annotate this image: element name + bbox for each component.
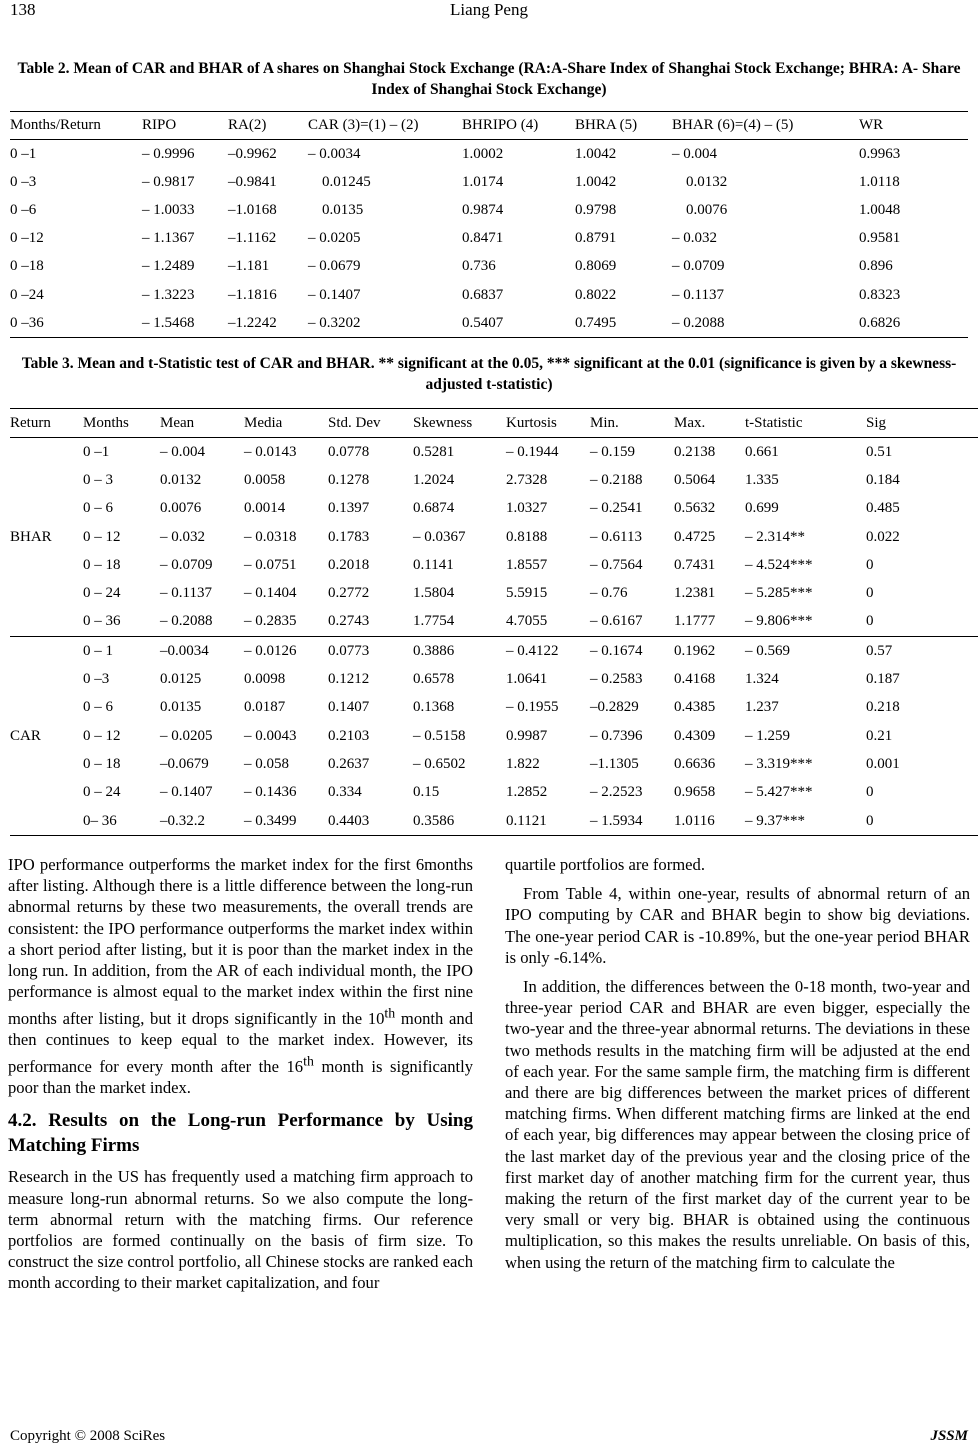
table-cell: – 0.0709	[672, 258, 725, 275]
table3	[10, 408, 978, 836]
table-cell: 1.0118	[859, 173, 900, 190]
table-cell: –0.0679	[160, 755, 209, 772]
table-cell: – 0.2835	[244, 613, 297, 630]
table-cell: – 3.319***	[745, 755, 813, 772]
table-cell: 0.51	[866, 443, 893, 460]
table-row	[10, 608, 978, 637]
table-cell: – 0.5158	[413, 727, 466, 744]
table-cell: 0.187	[866, 671, 900, 688]
table3-group-bhar	[10, 438, 978, 637]
table-cell: –1.1816	[228, 286, 277, 303]
table-cell: 0 –1	[83, 443, 110, 460]
table-cell: – 0.569	[745, 642, 790, 659]
table-cell: 0.0058	[244, 471, 286, 488]
table-cell: – 0.0679	[308, 258, 361, 275]
table-cell: 4.7055	[506, 613, 548, 630]
page-number: 138	[10, 0, 36, 19]
table-cell: – 0.004	[160, 443, 205, 460]
table-cell: – 0.1407	[308, 286, 361, 303]
paragraph: quartile portfolios are formed.	[505, 855, 705, 874]
table-cell: 0.6578	[413, 671, 455, 688]
table2-column-header: Months/Return	[10, 117, 101, 133]
table-cell: 0 – 24	[83, 585, 121, 602]
table3-column-header: Sig	[866, 414, 887, 431]
table-cell: 0.2018	[328, 556, 370, 573]
table-cell: – 1.5468	[142, 314, 195, 331]
table-cell: 0.01245	[322, 173, 371, 190]
table2-column-header: WR	[859, 117, 884, 133]
table-cell: 0.0187	[244, 699, 286, 716]
table-cell: – 0.032	[672, 230, 717, 247]
table-cell: 0.699	[745, 500, 779, 517]
table-cell: 0.8069	[575, 258, 617, 275]
table-cell: 1.7754	[413, 613, 455, 630]
table-cell: 0 – 6	[83, 500, 113, 517]
table-cell: 0.2637	[328, 755, 370, 772]
table-cell: 0.0076	[686, 201, 728, 218]
table-cell: 0.2103	[328, 727, 370, 744]
table-cell: 1.0002	[462, 145, 504, 162]
table2-column-header: RA(2)	[228, 117, 267, 133]
table-cell: 0.2138	[674, 443, 716, 460]
table-cell: 0.0125	[160, 671, 202, 688]
table-cell: 0 – 6	[83, 699, 113, 716]
table-row	[10, 722, 978, 750]
table-cell: – 0.004	[672, 145, 717, 162]
table2-caption: Table 2. Mean of CAR and BHAR of A shares on Shanghai Stock Exchange (RA:A-Share Index of Shanghai Stock Exchange; BHRA: A- Share Index of Shanghai Stock Exchange)	[17, 60, 961, 98]
table-cell: – 0.1137	[160, 585, 212, 602]
table-cell: 0 –18	[10, 258, 44, 275]
paragraph: In addition, the differences between the 0-18 month, two-year and three-year period CAR and BHAR are even bigger, especially the two-year and the three-year abnormal returns. The deviations in these two methods results in the matching firm will be adjusted at the end of each year. For the same sample firm, the matching firm is different and there are big differences between the market prices of different matching firms. When different matching firms are linked at the end of each year, big differences may appear between the closing price of the last market day of the previous year and the closing price of the first market day of another matching firm for the current year, thus making the return of the first market day of the current year to be very small or very big. BHAR is obtained using the continuous multiplication, so this makes the results unreliable. On basis of this, when using the return of the matching firm to calculate the	[505, 977, 970, 1272]
table-cell: 0 –3	[10, 173, 37, 190]
table-cell: 0.6837	[462, 286, 504, 303]
table-cell: –1.0168	[228, 201, 277, 218]
table-cell: 0.2772	[328, 585, 370, 602]
table-cell: 0.1141	[413, 556, 454, 573]
table-cell: 0.4403	[328, 812, 370, 829]
table-cell: 1.0174	[462, 173, 504, 190]
table-cell: – 0.7396	[590, 727, 643, 744]
table-row	[10, 438, 978, 467]
table-cell: – 0.3499	[244, 812, 297, 829]
table-cell: – 0.1137	[672, 286, 724, 303]
table-cell: 0 –3	[83, 671, 110, 688]
table-cell: 0.1121	[506, 812, 547, 829]
table-cell: – 4.524***	[745, 556, 813, 573]
table-cell: 1.1777	[674, 613, 716, 630]
table-cell: – 0.0367	[413, 528, 466, 545]
table-cell: 0.0014	[244, 500, 286, 517]
table-cell: 0	[866, 556, 874, 573]
paragraph: Research in the US has frequently used a matching firm approach to measure long-run abnormal returns. So we also compute the long-term abnormal return with the matching firms. Our reference portfolios are formed continually on the basis of firm size. To construct the size control portfolio, all Chinese stocks are ranked each month according to their market capitalization, and four	[8, 1167, 473, 1293]
table-cell: 1.335	[745, 471, 779, 488]
table-cell: 0.9581	[859, 230, 901, 247]
table-cell: – 9.806***	[745, 613, 813, 630]
table-cell: 0.9987	[506, 727, 548, 744]
table-cell: 0.2743	[328, 613, 370, 630]
table-cell: 0 – 1	[83, 642, 113, 659]
table-cell: 0.0132	[686, 173, 728, 190]
table-cell: 0.485	[866, 500, 900, 517]
table-cell: 1.0116	[674, 812, 715, 829]
table2-column-header: RIPO	[142, 117, 177, 133]
table-cell: 0.8188	[506, 528, 548, 545]
table-cell: – 0.76	[590, 585, 628, 602]
table-cell: 0 –1	[10, 145, 37, 162]
table-cell: 0	[866, 784, 874, 801]
table-cell: 0.0773	[328, 642, 370, 659]
table-cell: 0.6874	[413, 500, 455, 517]
journal-abbrev: JSSM	[930, 1428, 968, 1444]
table-cell: 0.1407	[328, 699, 370, 716]
table-cell: –1.1162	[228, 230, 277, 247]
table-cell: – 0.1407	[160, 784, 213, 801]
table2-column-header: CAR (3)=(1) – (2)	[308, 117, 419, 133]
table-cell: 0.9963	[859, 145, 901, 162]
table-cell: 0.5281	[413, 443, 455, 460]
table-row	[10, 750, 978, 778]
table-cell: 0.7431	[674, 556, 716, 573]
table-cell: 0.0135	[160, 699, 202, 716]
table-cell: 0.334	[328, 784, 362, 801]
table-row	[10, 637, 978, 666]
table-cell: 0.0076	[160, 500, 202, 517]
table-cell: 0.218	[866, 699, 900, 716]
table-cell: 0.1212	[328, 671, 370, 688]
table-cell: 1.237	[745, 699, 779, 716]
table-cell: – 0.2188	[590, 471, 643, 488]
table-cell: –1.2242	[228, 314, 277, 331]
table-cell: – 1.259	[745, 727, 790, 744]
table-cell: 0– 36	[83, 812, 117, 829]
table-row	[10, 523, 978, 551]
table-cell: 0.9798	[575, 201, 617, 218]
table-cell: 0.9874	[462, 201, 504, 218]
table-cell: – 5.285***	[745, 585, 813, 602]
table-cell: – 0.1944	[506, 443, 559, 460]
left-column	[8, 854, 473, 1302]
table-cell: 2.7328	[506, 471, 548, 488]
table-cell: 0	[866, 812, 874, 829]
table3-column-header: Media	[244, 414, 283, 431]
table-cell: 1.0042	[575, 145, 617, 162]
table-cell: – 0.2583	[590, 671, 643, 688]
table3-column-header: Kurtosis	[506, 414, 557, 431]
table-cell: 1.0641	[506, 671, 548, 688]
table2-column-header: BHAR (6)=(4) – (5)	[672, 117, 794, 133]
table-row	[10, 253, 968, 281]
table-cell: – 1.2489	[142, 258, 195, 275]
table-cell: – 0.1404	[244, 585, 297, 602]
table-cell: – 0.058	[244, 755, 289, 772]
table-cell: – 0.0751	[244, 556, 297, 573]
table-cell: 0 – 36	[83, 613, 121, 630]
table-cell: – 0.0034	[308, 145, 361, 162]
table-cell: 0.8471	[462, 230, 504, 247]
table2-body	[10, 140, 968, 338]
table3-column-header: Mean	[160, 414, 195, 431]
table-cell: – 0.6167	[590, 613, 643, 630]
table-cell: 0.5632	[674, 500, 716, 517]
table-cell: 0.661	[745, 443, 779, 460]
table-row	[10, 807, 978, 836]
table-cell: – 0.4122	[506, 642, 559, 659]
table-cell: – 0.159	[590, 443, 635, 460]
table-cell: 0 – 12	[83, 727, 121, 744]
table-cell: 0 – 24	[83, 784, 121, 801]
table-cell: 1.324	[745, 671, 779, 688]
table-cell: – 0.1436	[244, 784, 297, 801]
table-row	[10, 309, 968, 338]
table-cell: – 0.0205	[160, 727, 213, 744]
table-cell: 1.0042	[575, 173, 617, 190]
table-cell: 0.4385	[674, 699, 716, 716]
table-cell: 0.3886	[413, 642, 455, 659]
table3-header-row	[10, 409, 978, 438]
table-cell: – 0.0318	[244, 528, 297, 545]
table3-group-car	[10, 637, 978, 836]
table-cell: 1.2852	[506, 784, 548, 801]
table-cell: 0 –24	[10, 286, 44, 303]
table-cell: – 0.6113	[590, 528, 642, 545]
table-row	[10, 579, 978, 607]
table-cell: 0.1397	[328, 500, 370, 517]
table-cell: 0 –6	[10, 201, 37, 218]
table-cell: –0.9962	[228, 145, 277, 162]
return-type-label: BHAR	[10, 528, 52, 545]
table-cell: 0 –36	[10, 314, 44, 331]
table-cell: 1.0327	[506, 500, 548, 517]
table-cell: 1.0048	[859, 201, 901, 218]
table3-column-header: Return	[10, 414, 51, 431]
table-cell: 0 – 18	[83, 755, 121, 772]
table-cell: 0.1783	[328, 528, 370, 545]
table-cell: 0.022	[866, 528, 900, 545]
table-cell: 0.4725	[674, 528, 716, 545]
table-cell: 0.9658	[674, 784, 716, 801]
table-cell: 0.184	[866, 471, 900, 488]
table-cell: –0.0034	[160, 642, 209, 659]
table-cell: 0.3586	[413, 812, 455, 829]
table-row	[10, 495, 978, 523]
running-author: Liang Peng	[450, 0, 528, 19]
table-row	[10, 551, 978, 579]
table-row	[10, 779, 978, 807]
table-cell: – 0.032	[160, 528, 205, 545]
table-cell: 0.736	[462, 258, 496, 275]
table-cell: – 0.0143	[244, 443, 297, 460]
table-cell: 0.5407	[462, 314, 504, 331]
table-cell: –0.2829	[590, 699, 639, 716]
table-row	[10, 168, 968, 196]
table-cell: 0.8022	[575, 286, 617, 303]
table-cell: – 1.1367	[142, 230, 195, 247]
table-cell: – 0.0043	[244, 727, 297, 744]
table-cell: – 2.2523	[590, 784, 643, 801]
table-cell: 0.0098	[244, 671, 286, 688]
table-cell: 0	[866, 613, 874, 630]
table-cell: – 0.3202	[308, 314, 361, 331]
table3-column-header: Max.	[674, 414, 706, 431]
table-cell: 0.21	[866, 727, 893, 744]
table-cell: 0.7495	[575, 314, 617, 331]
table-cell: – 5.427***	[745, 784, 813, 801]
table2-header-row	[10, 112, 968, 140]
table-cell: – 2.314**	[745, 528, 805, 545]
table-cell: – 0.2088	[672, 314, 725, 331]
table-row	[10, 225, 968, 253]
table-cell: 0.57	[866, 642, 893, 659]
table-row	[10, 196, 968, 224]
table3-caption: Table 3. Mean and t-Statistic test of CAR and BHAR. ** significant at the 0.05, *** significant at the 0.01 (significance is given by a skewness-adjusted t-statistic)	[21, 355, 957, 393]
table-cell: 0	[866, 585, 874, 602]
table3-column-header: Months	[83, 414, 129, 431]
return-type-label: CAR	[10, 727, 41, 744]
table3-column-header: t-Statistic	[745, 414, 803, 431]
table-cell: 1.2024	[413, 471, 455, 488]
table3-column-header: Min.	[590, 414, 619, 431]
table-cell: –0.9841	[228, 173, 277, 190]
table-cell: 0.896	[859, 258, 893, 275]
table-cell: 0.4309	[674, 727, 716, 744]
table-cell: 0 – 12	[83, 528, 121, 545]
table-cell: 0.1962	[674, 642, 716, 659]
table-cell: 0.4168	[674, 671, 716, 688]
table-cell: 1.2381	[674, 585, 716, 602]
table-row	[10, 140, 968, 169]
table2	[10, 111, 968, 338]
table-cell: – 0.2088	[160, 613, 213, 630]
running-header	[0, 0, 978, 24]
table-cell: 0.8323	[859, 286, 901, 303]
right-column	[505, 854, 970, 1281]
table2-column-header: BHRIPO (4)	[462, 117, 539, 133]
paragraph	[8, 854, 473, 1098]
table-cell: – 0.6502	[413, 755, 466, 772]
table3-column-header: Std. Dev	[328, 414, 381, 431]
table-cell: 0.15	[413, 784, 440, 801]
table-cell: 0.6826	[859, 314, 901, 331]
table-cell: 0 – 18	[83, 556, 121, 573]
table-cell: – 0.7564	[590, 556, 643, 573]
table-cell: 1.8557	[506, 556, 548, 573]
table-cell: 0.0778	[328, 443, 370, 460]
table-cell: –1.1305	[590, 755, 639, 772]
table-cell: –1.181	[228, 258, 270, 275]
table-cell: – 0.2541	[590, 500, 643, 517]
table-row	[10, 665, 978, 693]
table-cell: – 0.1674	[590, 642, 643, 659]
table-cell: – 0.0205	[308, 230, 361, 247]
table-cell: 0 –12	[10, 230, 44, 247]
table-cell: 0.1368	[413, 699, 455, 716]
table-cell: –0.32.2	[160, 812, 205, 829]
section-heading: 4.2. Results on the Long-run Performance by Using Matching Firms	[8, 1110, 473, 1157]
table-row	[10, 694, 978, 722]
table-cell: 1.5804	[413, 585, 455, 602]
table-cell: 0.6636	[674, 755, 716, 772]
table-cell: – 0.0709	[160, 556, 213, 573]
table-cell: – 0.9996	[142, 145, 195, 162]
table-cell: 1.822	[506, 755, 540, 772]
table-cell: – 9.37***	[745, 812, 805, 829]
table-cell: 0.8791	[575, 230, 617, 247]
table-cell: – 0.1955	[506, 699, 559, 716]
table-row	[10, 281, 968, 309]
table-cell: 0.0132	[160, 471, 202, 488]
table-cell: – 1.0033	[142, 201, 195, 218]
table-cell: 0.0135	[322, 201, 364, 218]
table2-column-header: BHRA (5)	[575, 117, 638, 133]
table-cell: – 1.5934	[590, 812, 643, 829]
table3-column-header: Skewness	[413, 414, 473, 431]
table-cell: 0.5064	[674, 471, 716, 488]
paragraph: From Table 4, within one-year, results of abnormal return of an IPO computing by CAR and BHAR begin to show big deviations. The one-year period CAR is -10.89%, but the one-year period BHAR is only -6.14%.	[505, 884, 970, 967]
paragraph-text: IPO performance outperforms the market index for the first 6months after listing. Although there is a little difference between the long-run abnormal returns by these two measurements, the overall trends are consistent: the IPO performance outperforms the market index within a short period after listing, but it is poor than the market index in the long run. In addition, from the AR of each individual month, the IPO performance is almost equal to the market index within the first nine months after listing, but it drops significantly in the 10th month and then continues to keep equal to the market index. However, its performance for every month after the 16th month is significantly poor than the market index.	[8, 855, 474, 1098]
table-cell: – 0.9817	[142, 173, 195, 190]
table-cell: 0.001	[866, 755, 900, 772]
table-cell: – 0.0126	[244, 642, 297, 659]
table-cell: – 1.3223	[142, 286, 195, 303]
copyright-notice: Copyright © 2008 SciRes	[10, 1428, 166, 1444]
table-cell: 0 – 3	[83, 471, 113, 488]
table-cell: 0.1278	[328, 471, 370, 488]
table-row	[10, 466, 978, 494]
table-cell: 5.5915	[506, 585, 548, 602]
